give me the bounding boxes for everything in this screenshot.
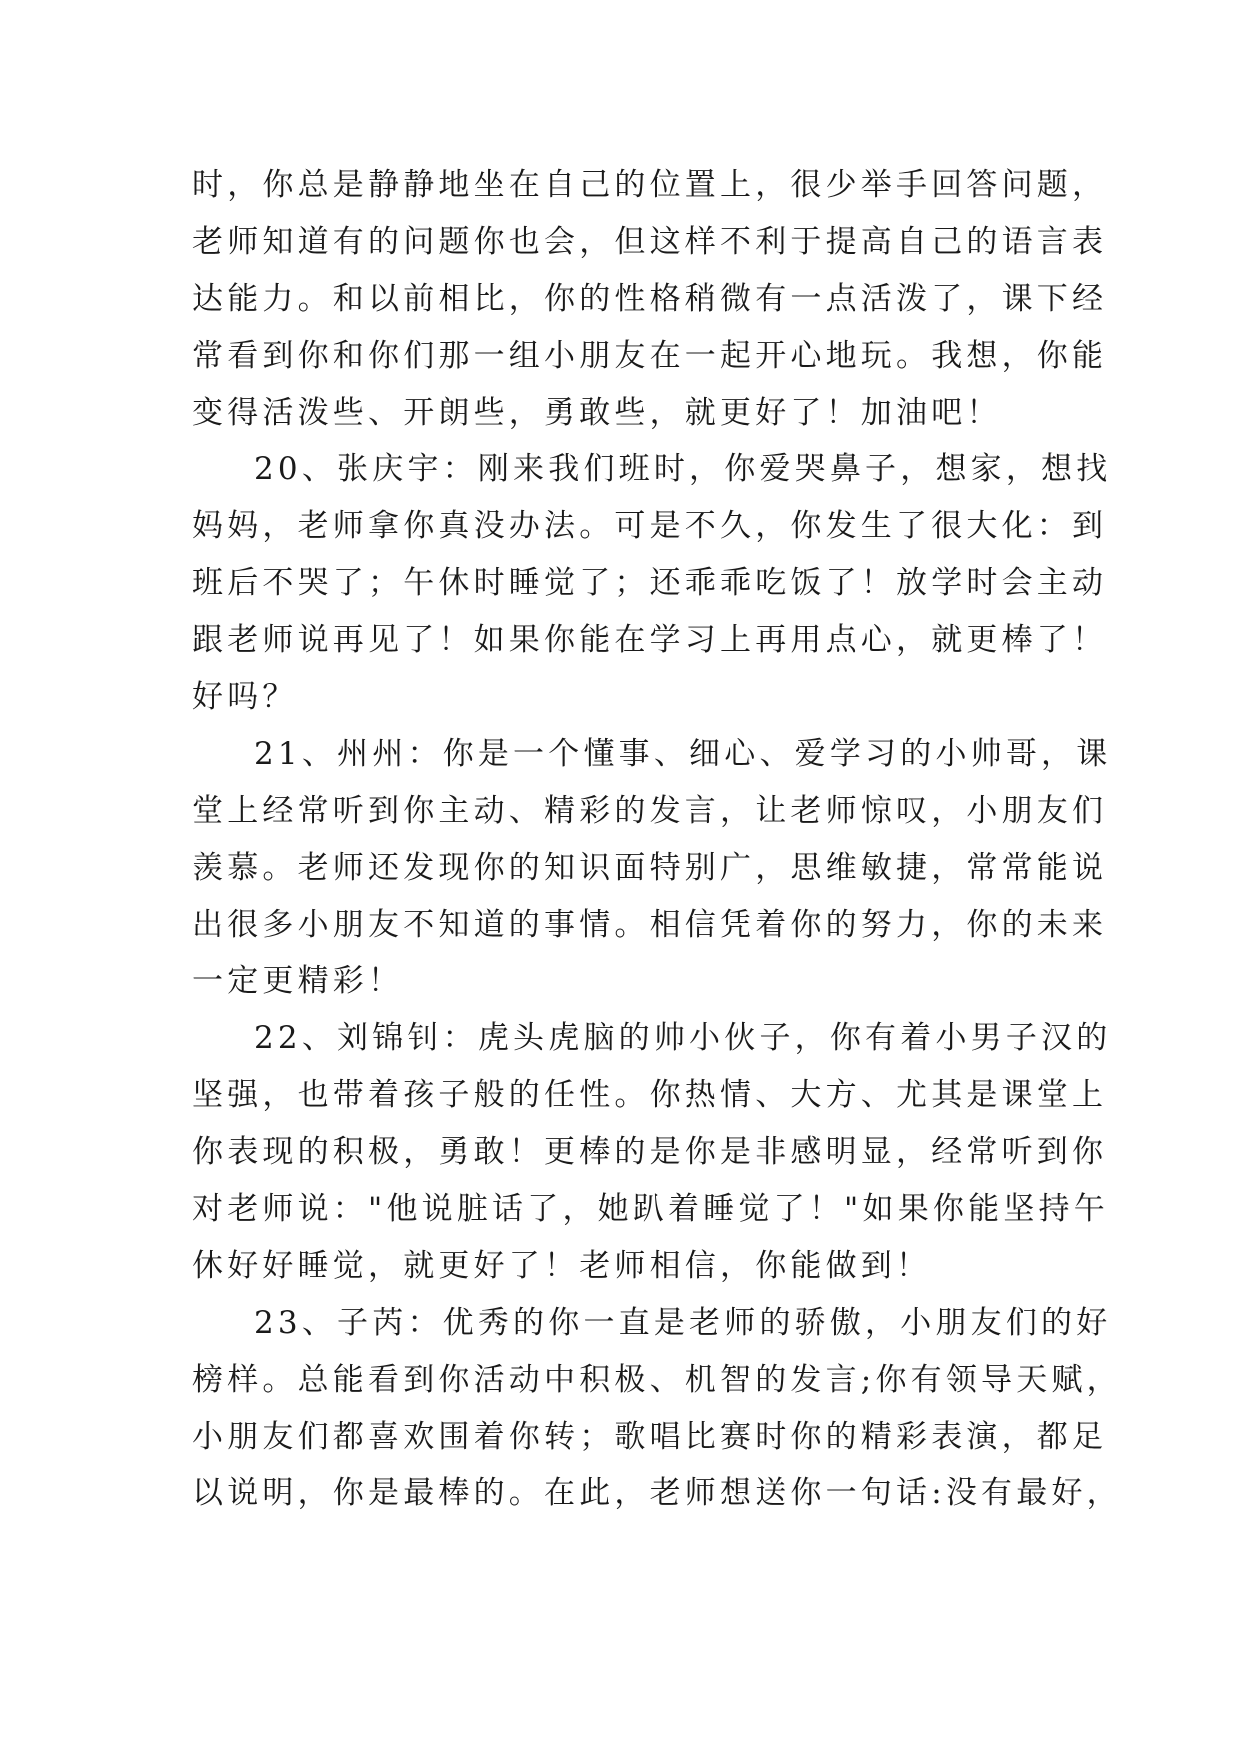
text-line: 休好好睡觉，就更好了！老师相信，你能做到！ [192,1247,932,1284]
text-line: 跟老师说再见了！如果你能在学习上再用点心，就更棒了！ [192,622,1108,659]
text-line: 羡慕。老师还发现你的知识面特别广，思维敏捷，常常能说 [192,849,1108,886]
text-line: 好吗？ [192,679,298,716]
text-line: 达能力。和以前相比，你的性格稍微有一点活泼了，课下经 [192,280,1108,317]
text-line: 老师知道有的问题你也会，但这样不利于提高自己的语言表 [192,223,1108,260]
paragraph-first-line: 21、州州：你是一个懂事、细心、爱学习的小帅哥，课 [254,735,1112,772]
paragraph-first-line: 23、子芮：优秀的你一直是老师的骄傲，小朋友们的好 [254,1304,1112,1341]
paragraph-first-line: 20、张庆宇：刚来我们班时，你爱哭鼻子，想家，想找 [254,451,1112,488]
text-line: 你表现的积极，勇敢！更棒的是你是非感明显，经常听到你 [192,1134,1108,1171]
text-line: 时，你总是静静地坐在自己的位置上，很少举手回答问题， [192,167,1108,203]
text-line: 变得活泼些、开朗些，勇敢些，就更好了！加油吧！ [192,394,1002,431]
text-line: 堂上经常听到你主动、精彩的发言，让老师惊叹，小朋友们 [192,792,1108,829]
text-line: 出很多小朋友不知道的事情。相信凭着你的努力，你的未来 [192,906,1108,943]
text-line: 班后不哭了；午休时睡觉了；还乖乖吃饭了！放学时会主动 [192,565,1108,602]
text-line: 以说明，你是最棒的。在此，老师想送你一句话:没有最好， [192,1475,1122,1512]
text-line: 妈妈，老师拿你真没办法。可是不久，你发生了很大化：到 [192,508,1108,545]
text-line: 常看到你和你们那一组小朋友在一起开心地玩。我想，你能 [192,337,1108,374]
text-line: 榜样。总能看到你活动中积极、机智的发言;你有领导天赋， [192,1361,1122,1398]
text-line: 对老师说："他说脏话了，她趴着睡觉了！"如果你能坚持午 [192,1191,1109,1228]
text-line: 一定更精彩！ [192,963,404,1000]
text-line: 小朋友们都喜欢围着你转；歌唱比赛时你的精彩表演，都足 [192,1418,1108,1455]
body-text [192,157,1122,1522]
paragraph-first-line: 22、刘锦钊：虎头虎脑的帅小伙子，你有着小男子汉的 [254,1020,1112,1057]
text-line: 坚强，也带着孩子般的任性。你热情、大方、尤其是课堂上 [192,1077,1108,1114]
